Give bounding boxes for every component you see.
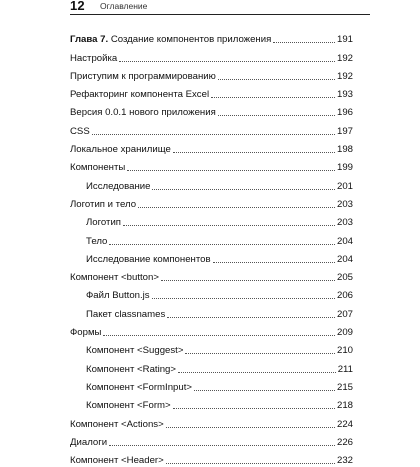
toc-entry-page-number: 224 [336,418,353,430]
toc-entry-page-number: 193 [336,89,353,101]
toc-entry [70,28,353,46]
toc-entry-label [70,162,125,174]
toc-entry-label [70,272,159,284]
toc-entry-label [86,364,176,376]
toc-entry-page-number: 201 [336,180,353,192]
dot-leader [273,42,335,43]
toc-entry-title: Исследование [86,180,151,192]
toc-entry-label [86,309,165,321]
toc-entry-title: Создание компонентов приложения [108,34,272,46]
toc-entry-title: Файл Button.js [86,290,150,302]
toc-entry-title: Компонент <button> [70,272,159,284]
toc-entry-label [70,126,90,138]
toc-entry [70,138,353,156]
dot-leader [109,244,335,245]
toc-entry-page-number: 206 [336,290,353,302]
dot-leader [166,427,335,428]
toc-entry-title: Логотип и тело [70,198,137,210]
toc-entry-label [86,217,121,229]
toc-entry-label [86,290,150,302]
toc-entry [70,321,353,339]
toc-entry-page-number: 192 [336,70,353,82]
dot-leader [213,262,335,263]
toc-entry-label [86,236,107,248]
toc-entry [70,431,353,449]
dot-leader [211,97,335,98]
toc-entry-page-number: 196 [336,107,353,119]
dot-leader [167,317,335,318]
dot-leader [152,298,335,299]
toc-entry-title: Локальное хранилище [70,144,171,156]
toc-entry-label [86,345,183,357]
toc-entry-label [86,400,171,412]
toc-entry-label [70,144,171,156]
toc-entry-title: Пакет classnames [86,308,166,320]
toc-entry [70,449,353,467]
toc-entry-title: Приступим к программированию [70,70,216,82]
page-number: 12 [70,0,85,13]
toc-entry-title: Рефакторинг компонента Excel [70,89,210,101]
toc-entry-title: Компонент <FormInput> [86,381,192,393]
toc-entry-title: Настройка [70,52,118,64]
toc-entry-title: Компонент <Form> [86,400,171,412]
dot-leader [194,390,335,391]
toc-entry-title: Версия 0.0.1 нового приложения [70,107,216,119]
dot-leader [218,115,335,116]
toc-entry-label [86,181,150,193]
toc-entry-label [86,254,211,266]
toc-entry [70,156,353,174]
dot-leader [123,225,335,226]
dot-leader [218,79,335,80]
toc-entry [70,266,353,284]
toc-entry-label [70,327,101,339]
toc-entry [70,193,353,211]
toc-entry-title: Логотип [86,217,121,229]
toc-entry-page-number: 204 [336,235,353,247]
toc-entry-title: Компонент <Suggest> [86,345,184,357]
dot-leader [127,170,335,171]
toc-entry-title: Компонент <Rating> [86,363,176,375]
dot-leader [109,445,335,446]
toc-entry-label [70,71,216,83]
toc-entry [70,65,353,83]
toc-entry-label [86,382,192,394]
toc-entry [70,101,353,119]
toc-entry-title: Компонент <Actions> [70,418,164,430]
toc-entry-page-number: 197 [336,125,353,137]
toc-entry-label [70,199,136,211]
dot-leader [173,152,335,153]
toc-entry [70,357,353,375]
dot-leader [185,353,335,354]
toc-entry [70,339,353,357]
toc-entry-label [70,455,164,467]
toc-entry-title: CSS [70,125,90,137]
toc-entry [70,211,353,229]
toc-entry-label [70,437,107,449]
running-title: Оглавление [100,1,148,11]
toc-entry-label [70,89,209,101]
dot-leader [92,134,335,135]
toc-entry-title: Компоненты [70,162,126,174]
toc-entry [70,284,353,302]
toc-entry [70,394,353,412]
dot-leader [119,61,335,62]
toc-entry [70,83,353,101]
toc-entry-page-number: 226 [336,436,353,448]
toc-entry [70,119,353,137]
toc-entry-page-number: 199 [336,162,353,174]
dot-leader [138,207,335,208]
toc-entry-page-number: 191 [336,34,353,46]
chapter-prefix: Глава 7. [70,34,109,46]
toc-entry-title: Тело [86,235,108,247]
toc-entry-page-number: 210 [336,345,353,357]
dot-leader [161,280,335,281]
toc-entry [70,302,353,320]
toc-entry [70,248,353,266]
toc-entry-page-number: 209 [336,327,353,339]
toc-entry-label [70,34,271,46]
toc-entry [70,229,353,247]
toc-entry-label [70,419,164,431]
toc-entry [70,376,353,394]
page-header [70,0,370,15]
toc-entry [70,412,353,430]
toc-entry [70,46,353,64]
toc-entry-title: Компонент <Header> [70,455,164,467]
dot-leader [152,189,335,190]
toc-entry-title: Исследование компонентов [86,253,211,265]
toc-entry-title: Диалоги [70,436,108,448]
toc-entry-label [70,107,216,119]
table-of-contents [70,28,353,467]
toc-entry-page-number: 192 [336,52,353,64]
toc-entry-page-number: 218 [336,400,353,412]
toc-entry-title: Формы [70,327,102,339]
dot-leader [166,463,335,464]
toc-entry-page-number: 232 [336,455,353,467]
toc-entry-page-number: 198 [336,144,353,156]
toc-entry-page-number: 203 [336,217,353,229]
toc-entry-page-number: 203 [336,198,353,210]
dot-leader [173,408,335,409]
toc-entry [70,174,353,192]
dot-leader [178,372,336,373]
dot-leader [103,335,335,336]
toc-entry-page-number: 215 [336,381,353,393]
toc-entry-page-number: 205 [336,272,353,284]
toc-entry-label [70,53,117,65]
toc-entry-page-number: 211 [337,363,353,375]
toc-entry-page-number: 207 [336,308,353,320]
toc-entry-page-number: 204 [336,253,353,265]
